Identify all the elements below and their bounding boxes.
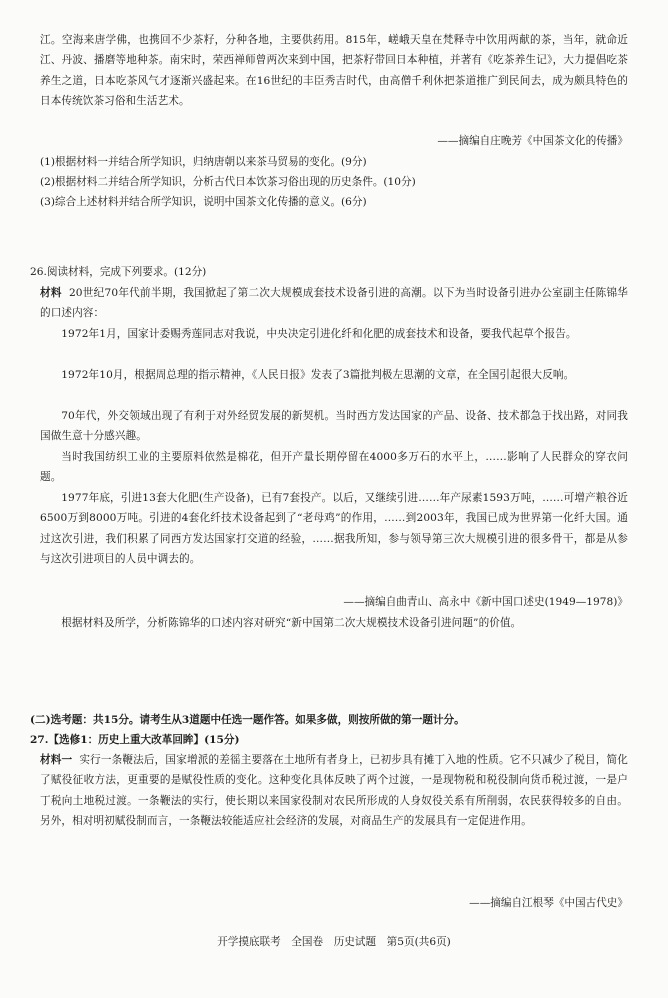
elective-section-title: (二)选考题：共15分。请考生从3道题中任选一题作答。如果多做，则按所做的第一题计分。 xyxy=(30,714,465,726)
q26-paragraph-4: 当时我国纺织工业的主要原料依然是棉花，但开产量长期停留在4000多万石的水平上，……影响了人民群众的穿衣问题。 xyxy=(40,451,628,484)
q26-title: 26.阅读材料，完成下列要求。(12分) xyxy=(30,266,207,278)
q27-material-label: 材料一 xyxy=(40,754,73,766)
q26-question: 根据材料及所学，分析陈锦华的口述内容对研究“新中国第二次大规模技术设备引进问题”的价值。 xyxy=(61,617,522,629)
q25-material2-text: 江。空海来唐学佛，也携回不少茶籽，分种各地，主要供药用。815年，嵯峨天皇在梵释寺中饮用两献的茶，当年，就命近江、丹波、播磨等地种茶。南宋时，荣西禅师曾两次来到中国，把茶籽带回日本种植，并著有《吃茶养生记》，大力提倡吃茶养生之道，日本吃茶风气才逐渐兴盛起来。在16世纪的丰臣秀吉时代，由高僧千利休把茶道推广到民间去，成为颇具特色的日本传统饮茶习俗和生活艺术。 xyxy=(40,34,628,108)
q27-material-paragraph xyxy=(40,750,628,832)
q26-paragraph-5: 1977年底，引进13套大化肥(生产设备)，已有7套投产。以后，又继续引进……年产尿素1593万吨，……可增产粮谷近6500万到8000万吨。引进的4套化纤技术设备起到了“老母鸡”的作用，……到2003年，我国已成为世界第一化纤大国。通过这次引进，我们积累了同西方发达国家打交道的经验，……据我所知，参与领导第三次大规模引进的很多骨干，都是从参与这次引进项目的人员中调去的。 xyxy=(40,492,628,566)
q25-source: ——摘编自庄晚芳《中国茶文化的传播》 xyxy=(437,135,628,147)
q26-material-label: 材料 xyxy=(40,287,62,299)
q26-paragraph-2: 1972年10月，根据周总理的指示精神，《人民日报》发表了3篇批判极左思潮的文章，在全国引起很大反响。 xyxy=(61,369,575,381)
q26-paragraph-3: 70年代，外交领域出现了有利于对外经贸发展的新契机。当时西方发达国家的产品、设备、技术都急于找出路，对同我国做生意十分感兴趣。 xyxy=(40,410,628,443)
q26-intro-paragraph xyxy=(40,283,628,324)
q26-paragraph-1: 1972年1月，国家计委赐秀莲同志对我说，中央决定引进化纤和化肥的成套技术和设备，要我代起草个报告。 xyxy=(61,328,577,340)
q26-source: ——摘编自曲青山、高永中《新中国口述史(1949—1978)》 xyxy=(343,596,628,608)
q25-subquestion-3: (3)综合上述材料并结合所学知识，说明中国茶文化传播的意义。(6分) xyxy=(40,196,367,208)
q27-title: 27.【选修1：历史上重大改革回眸】(15分) xyxy=(30,734,240,746)
q27-source: ——摘编自江根琴《中国古代史》 xyxy=(469,897,628,909)
q26-intro-text: 20世纪70年代前半期，我国掀起了第二次大规模成套技术设备引进的高潮。以下为当时设备引进办公室副主任陈锦华的口述内容： xyxy=(40,287,628,320)
page-footer: 开学摸底联考 全国卷 历史试题 第5页(共6页) xyxy=(217,936,451,948)
q27-material-text: 实行一条鞭法后，国家增派的差徭主要落在土地所有者身上，已初步具有摊丁入地的性质。它不只减少了税目，简化了赋役征收方法，更重要的是赋役性质的变化。这种变化具体反映了两个过渡，一是现物税和税役制向货币税过渡，一是户丁税向土地税过渡。一条鞭法的实行，使长期以来国家役制对农民所形成的人身奴役关系有所削弱，农民获得较多的自由。另外，相对明初赋役制而言，一条鞭法较能适应社会经济的发展，对商品生产的发展具有一定促进作用。 xyxy=(40,754,628,828)
q25-subquestion-1: (1)根据材料一并结合所学知识，归纳唐朝以来茶马贸易的变化。(9分) xyxy=(40,156,367,168)
q25-subquestion-2: (2)根据材料二并结合所学知识，分析古代日本饮茶习俗出现的历史条件。(10分) xyxy=(40,176,416,188)
